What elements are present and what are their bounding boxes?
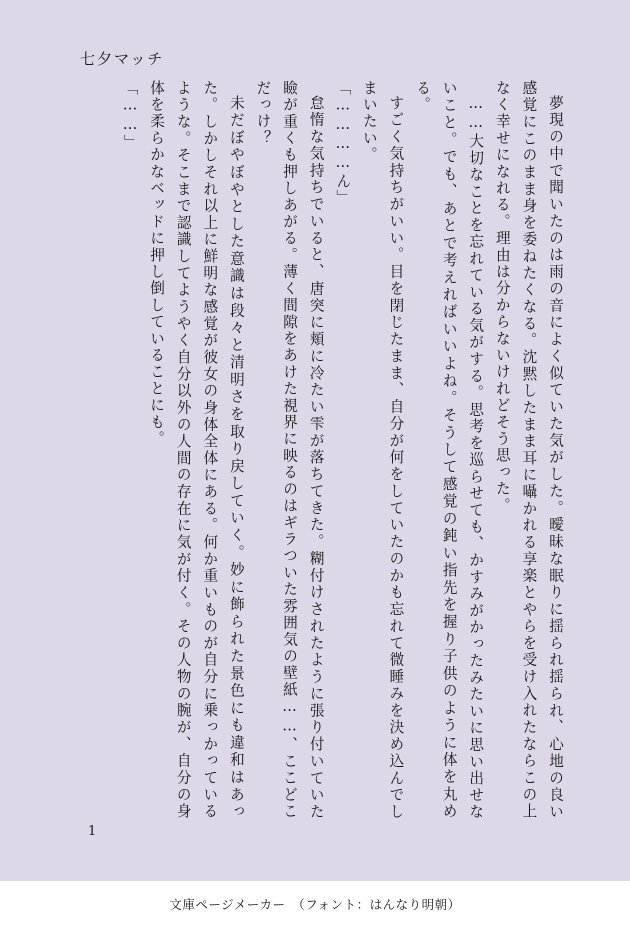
page-title: 七夕マッチ: [80, 50, 165, 68]
paragraph: 「…………ん」: [334, 80, 352, 207]
page-number: 1: [88, 824, 97, 839]
paragraph: 怠惰な気持ちでいると、唐突に頬に冷たい雫が落ちてきた。糊付けされたように張り付いていた瞼が重くも押しあがる。薄く間隙をあけた視界に映るのはギラついた雰囲気の壁紙……、ここどこだっけ？: [254, 80, 325, 820]
paragraph: 夢現の中で聞いたのは雨の音によく似ていた気がした。曖昧な眠りに揺られ揺られ、心地の良い感覚にこのまま身を委ねたくなる。沈黙したまま耳に囁かれる享楽とやらを受け入れたならこの上なく幸せになれる。理由は分からないけれどそう思った。: [493, 80, 564, 820]
body-text: [78, 80, 568, 820]
footer-bar: [0, 881, 630, 928]
paragraph: ……大切なことを忘れている気がする。思考を巡らせても、かすみがかったみたいに思い出せないこと。でも、あとで考えればいいよね。そうして感覚の鈍い指先を握り子供のように体を丸める。: [414, 80, 485, 820]
paragraph: 未だぼやぼやとした意識は段々と清明さを取り戻していく。妙に飾られた景色にも違和はあった。しかしそれ以上に鮮明な感覚が彼女の身体全体にある。何か重いものが自分に乗っかっているような。そこまで認識してようやく自分以外の人間の存在に気が付く。その人物の腕が、自分の身体を柔らかなベッドに押し倒していることにも。: [148, 80, 245, 820]
paragraph: すごく気持ちがいい。目を閉じたまま、自分が何をしていたのかも忘れて微睡みを決め込んでしまいたい。: [360, 80, 405, 820]
paragraph: 「……」: [121, 80, 139, 152]
footer-credit: 文庫ページメーカー （フォント：はんなり明朝）: [169, 897, 461, 912]
